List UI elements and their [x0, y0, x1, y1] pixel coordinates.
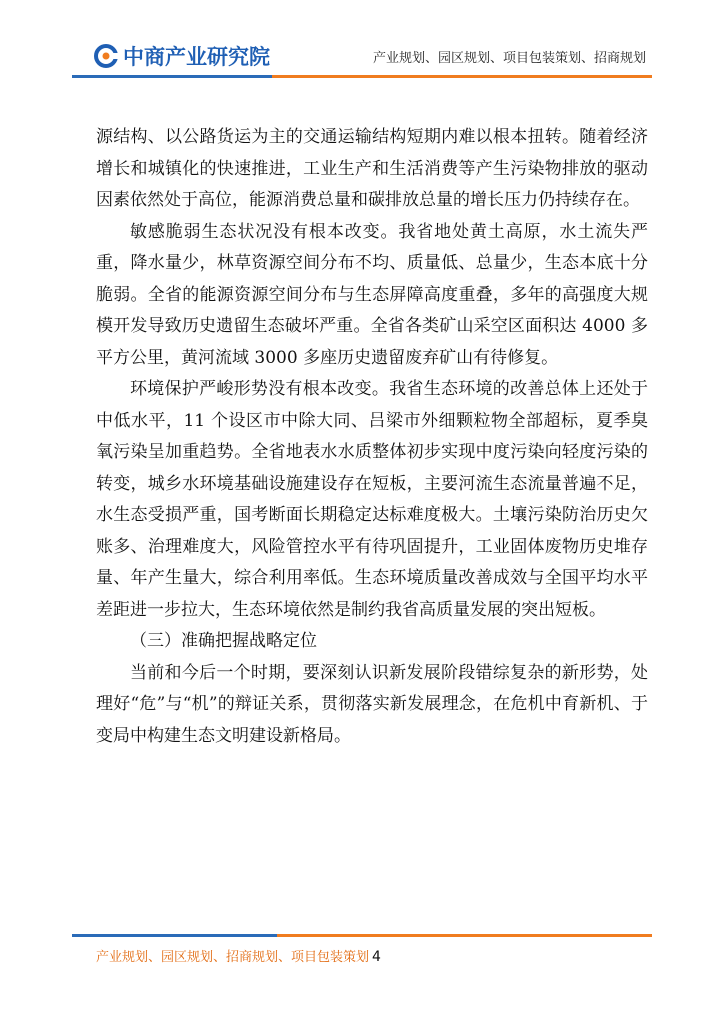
paragraph-environment: 环境保护严峻形势没有根本改变。我省生态环境的改善总体上还处于中低水平，11 个设区市中除大同、吕梁市外细颗粒物全部超标，夏季臭氧污染呈加重趋势。全省地表水水质整体初步实现中度污染向轻度污染的转变，城乡水环境基础设施建设存在短板，主要河流生态流量普遍不足，水生态受损严重，国考断面长期稳定达标难度极大。土壤污染防治历史欠账多、治理难度大，风险管控水平有待巩固提升，工业固体废物历史堆存量、年产生量大，综合利用率低。生态环境质量改善成效与全国平均水平差距进一步拉大，生态环境依然是制约我省高质量发展的突出短板。: [96, 379, 648, 620]
footer-slogan: 产业规划、园区规划、招商规划、项目包装策划: [96, 950, 370, 965]
footer-divider-blue: [72, 934, 277, 937]
logo-text: 中商产业研究院: [123, 45, 270, 69]
logo-icon: [93, 43, 119, 69]
page-number: 4: [372, 949, 381, 965]
header-divider-orange: [272, 75, 652, 78]
paragraph-ecology: 敏感脆弱生态状况没有根本改变。我省地处黄土高原，水土流失严重，降水量少，林草资源空间分布不均、质量低、总量少，生态本底十分脆弱。全省的能源资源空间分布与生态屏障高度重叠，多年的高强度大规模开发导致历史遗留生态破坏严重。全省各类矿山采空区面积达 4000 多平方公里，黄河流域 3000 多座历史遗留废弃矿山有待修复。: [96, 221, 648, 368]
page-footer: [96, 946, 381, 965]
section-heading: （三）准确把握战略定位: [130, 631, 317, 651]
page-header: [0, 0, 724, 80]
paragraph-continued: 源结构、以公路货运为主的交通运输结构短期内难以根本扭转。随着经济增长和城镇化的快速推进，工业生产和生活消费等产生污染物排放的驱动因素依然处于高位，能源消费总量和碳排放总量的增长压力仍持续存在。: [96, 127, 648, 210]
header-slogan: 产业规划、园区规划、项目包装策划、招商规划: [372, 51, 646, 66]
header-divider-blue: [72, 75, 272, 78]
document-body: [96, 122, 648, 752]
footer-divider-orange: [277, 934, 652, 937]
paragraph-strategy: 当前和今后一个时期，要深刻认识新发展阶段错综复杂的新形势，处理好“危”与“机”的辩证关系，贯彻落实新发展理念，在危机中育新机、于变局中构建生态文明建设新格局。: [96, 662, 648, 746]
brand-logo: [93, 41, 270, 71]
